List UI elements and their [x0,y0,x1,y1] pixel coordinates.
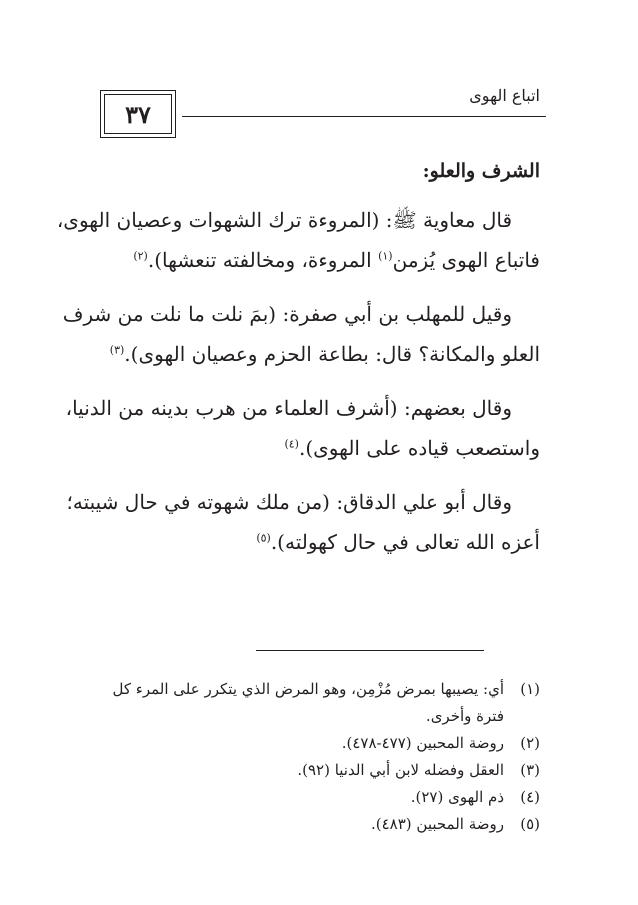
paragraph-line-text: واستصعب قياده على الهوى). [298,436,540,460]
page-number: ٣٧ [104,94,172,134]
footnote-text: العقل وفضله لابن أبي الدنيا (٩٢). [297,761,504,779]
footnote-item [80,730,540,757]
footnote-text: أي: يصيبها بمرض مُزْمِن، وهو المرض الذي يتكرر على المرء كل فترة وأخرى. [112,680,504,725]
footnote-item [80,676,540,730]
footnote-separator [256,650,484,651]
footnote-ref: (٥) [256,531,271,545]
running-header: اتباع الهوى [469,86,540,105]
footnote-item [80,757,540,784]
paragraph-line-text: العلو والمكانة؟ قال: بطاعة الحزم وعصيان الهوى). [124,342,540,366]
footnote-ref: (١) [378,249,393,263]
footnotes-list [80,676,540,838]
paragraph-line-text: أعزه الله تعالى في حال كهولته). [270,530,540,554]
footnote-text: روضة المحبين (٤٨٣). [370,815,504,833]
paragraph-line [80,428,540,468]
paragraph-line-text: فاتباع الهوى يُزمن$^{(١)}$ المروءة، ومخالفته تنعشها). [147,248,540,272]
footnote-number: (٥) [520,815,540,833]
footnote-item [80,784,540,811]
paragraph-2 [62,294,540,374]
paragraph-line: وقال بعضهم: (أشرف العلماء من هرب بدينه من الدنيا، [65,396,512,420]
paragraph-line: قال معاوية ﷺ: (المروءة ترك الشهوات وعصيان الهوى، [56,208,512,232]
footnote-ref: (٤) [284,437,299,451]
paragraph-line: وقيل للمهلب بن أبي صفرة: (بمَ نلت ما نلت من شرف [62,302,512,326]
paragraph-line [80,334,540,374]
footnote-text: ذم الهوى (٢٧). [410,788,504,806]
paragraph-line [80,240,540,280]
footnote-number: (١) [520,680,540,698]
paragraph-1 [56,200,540,280]
footnote-number: (٤) [520,788,540,806]
section-heading: الشرف والعلو: [422,160,540,182]
header-rule [182,116,546,117]
footnote-text: روضة المحبين (٤٧٧-٤٧٨). [341,734,504,752]
page-number-frame [100,90,176,138]
footnote-ref: (٢) [133,249,148,263]
footnote-item [80,811,540,838]
paragraph-4 [66,482,540,562]
footnote-number: (٣) [520,761,540,779]
footnote-number: (٢) [520,734,540,752]
footnote-ref: (٣) [109,343,125,357]
paragraph-3 [65,388,540,468]
paragraph-line: وقال أبو علي الدقاق: (من ملك شهوته في حال شيبته؛ [66,490,512,514]
body-text [56,200,540,576]
paragraph-line [80,522,540,562]
